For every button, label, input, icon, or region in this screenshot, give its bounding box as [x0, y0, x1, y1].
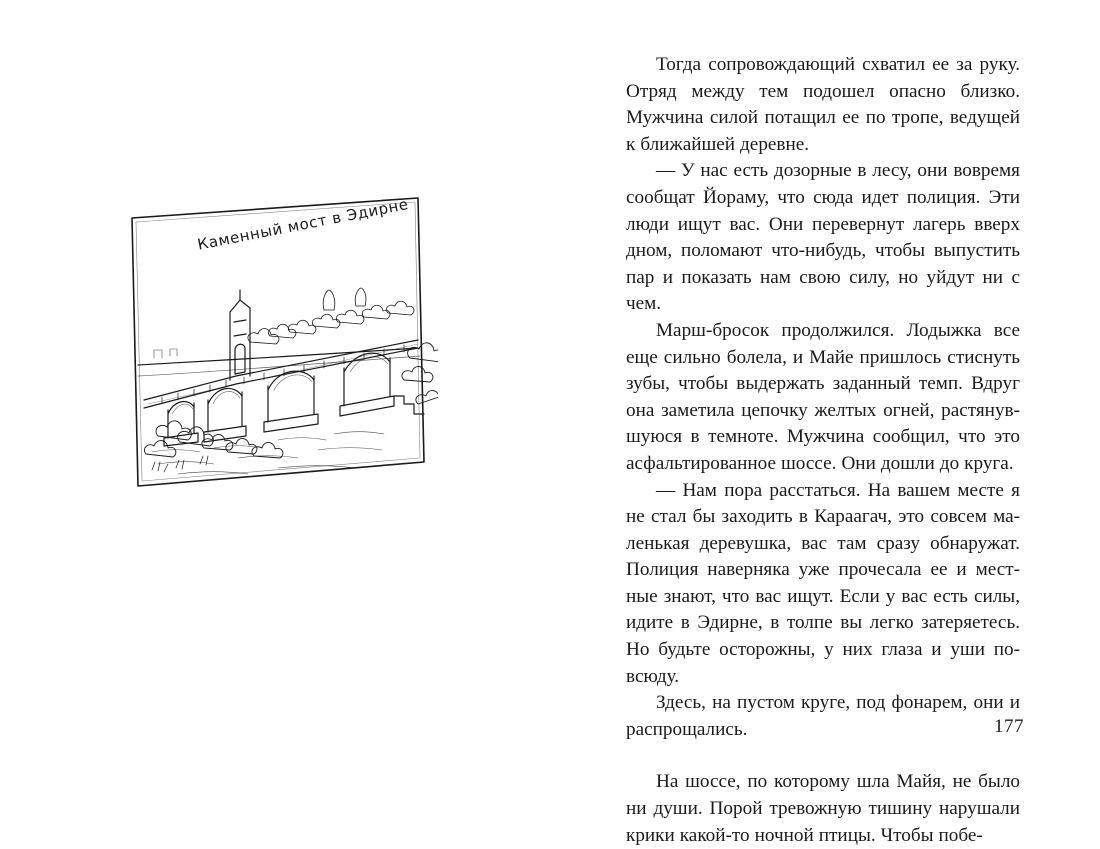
right-page [550, 0, 1100, 846]
left-page [0, 0, 550, 789]
paragraph: — Нам пора расстаться. На вашем месте я не стал бы заходить в Караагач, это совсем маленькая деревушка, вас там сразу обнаружат. Полиция наверняка уже прочесала ее и местные знают, что вас ищут. Если у вас есть силы, идите в Эдирне, в толпе вы легко затеряетесь. Но будьте осторожны, у них глаза и уши повсюду. [626, 479, 1020, 687]
paragraph: Марш-бросок продолжился. Лодыжка все еще сильно болела, и Майе пришлось стиснуть зубы, чтобы выдержать заданный темп. Вдруг она заметила цепочку желтых огней, растянувшуюся в темноте. Мужчина сообщил, что это асфальтированное шоссе. Они дошли до круга. [626, 319, 1020, 474]
paragraph: На шоссе, по которому шла Майя, не было ни души. Порой тревожную тишину нарушали крики какой-то ночной птицы. Чтобы побе- [626, 771, 1020, 846]
bridge-illustration [118, 190, 438, 510]
body-text-column [626, 52, 1020, 849]
page-number: 177 [994, 716, 1024, 737]
paragraph: Тогда сопровождающий схватил ее за руку. Отряд между тем подошел опасно близко. Мужчина силой потащил ее по тропе, ведущей к ближайшей деревне. [626, 54, 1020, 155]
paragraph: — У нас есть дозорные в лесу, они вовремя сообщат Йораму, что сюда идет полиция. Эти люди ищут вас. Они перевернут лагерь вверх дном, поломают что-нибудь, чтобы выпустить пар и показать нам свою силу, но уйдут ни с чем. [626, 160, 1020, 315]
paragraph: Здесь, на пустом круге, под фонарем, они и распрощались. [626, 692, 1020, 740]
illustration-caption: Каменный мост в Эдирне [196, 195, 411, 254]
